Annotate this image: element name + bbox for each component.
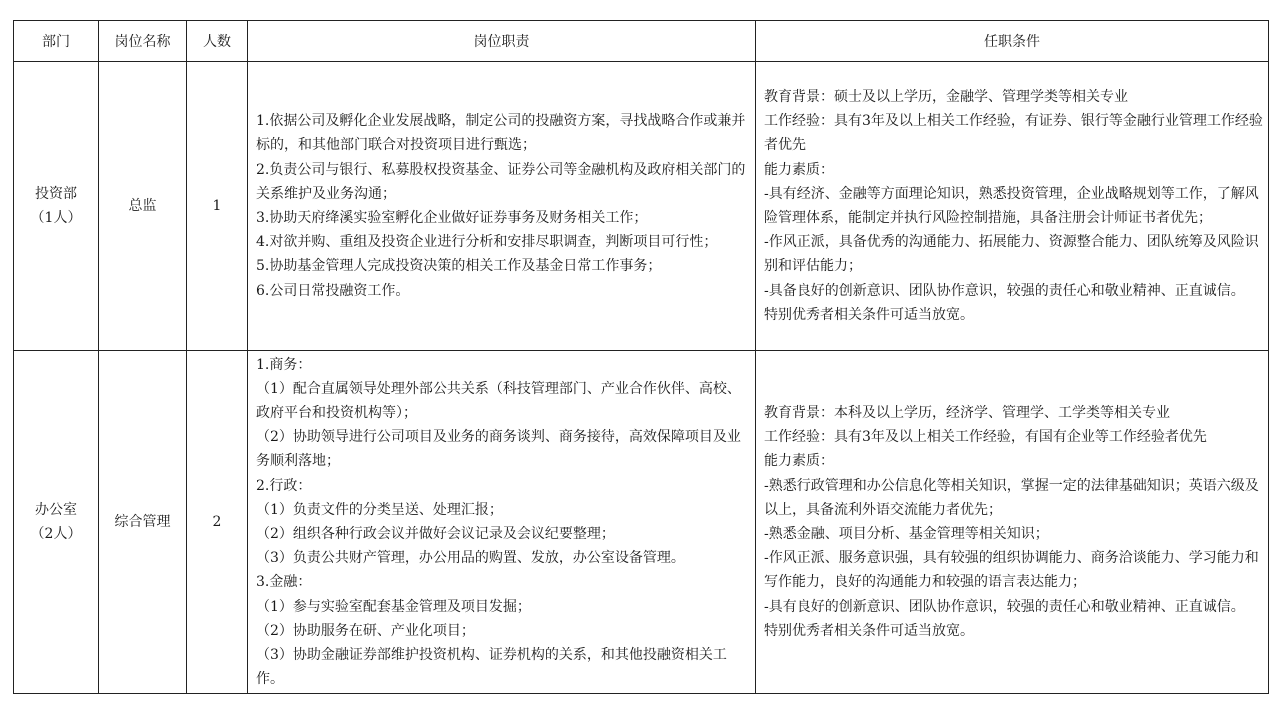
duty-item: （1）负责文件的分类呈送、处理汇报；	[256, 501, 503, 518]
dept-headcount: （1人）	[30, 210, 82, 226]
requirement-item: -作风正派、服务意识强，具有较强的组织协调能力、商务洽谈能力、学习能力和写作能力，良好的沟通能力和较强的语言表达能力；	[764, 550, 1259, 591]
dept-name: 办公室	[35, 502, 77, 518]
duty-item: （2）组织各种行政会议并做好会议记录及会议纪要整理；	[256, 526, 615, 542]
requirement-item: -熟悉行政管理和办公信息化等相关知识，掌握一定的法律基础知识；英语六级及以上，具备流利外语交流能力者优先；	[764, 477, 1259, 518]
header-requirements: 任职条件	[756, 21, 1269, 62]
requirements-cell	[756, 351, 1269, 694]
duty-item: （1）参与实验室配套基金管理及项目发掘；	[256, 598, 531, 615]
requirement-item: 特别优秀者相关条件可适当放宽。	[764, 306, 974, 323]
duty-item: 6.公司日常投融资工作。	[256, 282, 410, 299]
count-cell: 1	[187, 62, 248, 351]
duty-item: （3）协助金融证券部维护投资机构、证券机构的关系，和其他投融资相关工作。	[256, 647, 727, 688]
position-cell: 综合管理	[99, 351, 187, 694]
duty-item: 1.依据公司及孵化企业发展战略，制定公司的投融资方案，寻找战略合作或兼并标的，和其他部门联合对投资项目进行甄选；	[256, 113, 746, 154]
requirement-item: 能力素质：	[764, 161, 834, 178]
duty-item: 5.协助基金管理人完成投资决策的相关工作及基金日常工作事务；	[256, 258, 662, 275]
dept-cell	[14, 351, 99, 694]
duty-item: 1.商务：	[256, 356, 312, 373]
duties-cell	[248, 351, 756, 694]
duty-item: （1）配合直属领导处理外部公共关系（科技管理部门、产业合作伙伴、高校、政府平台和投资机构等）；	[256, 380, 741, 421]
duty-item: （3）负责公共财产管理，办公用品的购置、发放，办公室设备管理。	[256, 550, 685, 567]
requirement-item: -具备良好的创新意识、团队协作意识，较强的责任心和敬业精神、正直诚信。	[764, 282, 1245, 299]
table-row	[14, 62, 1269, 351]
requirement-item: 特别优秀者相关条件可适当放宽。	[764, 622, 974, 639]
requirement-item: -具有良好的创新意识、团队协作意识，较强的责任心和敬业精神、正直诚信。	[764, 598, 1245, 615]
header-row	[14, 21, 1269, 62]
duty-item: 2.负责公司与银行、私募股权投资基金、证券公司等金融机构及政府相关部门的关系维护及业务沟通；	[256, 161, 746, 202]
duty-item: 2.行政：	[256, 477, 312, 494]
position-cell: 总监	[99, 62, 187, 351]
dept-name: 投资部	[35, 186, 77, 202]
requirement-item: -熟悉金融、项目分析、基金管理等相关知识；	[764, 526, 1049, 542]
requirement-item: 能力素质：	[764, 453, 834, 470]
requirement-item: 教育背景：硕士及以上学历，金融学、管理学类等相关专业	[764, 88, 1128, 105]
header-count: 人数	[187, 21, 248, 62]
job-table	[13, 20, 1269, 694]
duty-item: 3.协助天府绛溪实验室孵化企业做好证券事务及财务相关工作；	[256, 210, 648, 226]
requirements-cell	[756, 62, 1269, 351]
requirement-item: 工作经验：具有3年及以上相关工作经验，有国有企业等工作经验者优先	[764, 429, 1207, 446]
duty-item: 3.金融：	[256, 574, 312, 591]
header-duties: 岗位职责	[248, 21, 756, 62]
table-row	[14, 351, 1269, 694]
header-dept: 部门	[14, 21, 99, 62]
duty-item: （2）协助服务在研、产业化项目；	[256, 622, 475, 639]
requirement-item: 工作经验：具有3年及以上相关工作经验，有证券、银行等金融行业管理工作经验者优先	[764, 113, 1263, 154]
header-position: 岗位名称	[99, 21, 187, 62]
count-cell: 2	[187, 351, 248, 694]
duty-item: （2）协助领导进行公司项目及业务的商务谈判、商务接待，高效保障项目及业务顺利落地；	[256, 429, 741, 470]
dept-cell	[14, 62, 99, 351]
requirement-item: -具有经济、金融等方面理论知识，熟悉投资管理，企业战略规划等工作，了解风险管理体系，能制定并执行风险控制措施，具备注册会计师证书者优先；	[764, 185, 1259, 226]
duties-cell	[248, 62, 756, 351]
requirement-item: -作风正派，具备优秀的沟通能力、拓展能力、资源整合能力、团队统筹及风险识别和评估能力；	[764, 234, 1259, 275]
duty-item: 4.对欲并购、重组及投资企业进行分析和安排尽职调查，判断项目可行性；	[256, 234, 718, 251]
requirement-item: 教育背景：本科及以上学历，经济学、管理学、工学类等相关专业	[764, 404, 1170, 421]
dept-headcount: （2人）	[30, 526, 82, 542]
